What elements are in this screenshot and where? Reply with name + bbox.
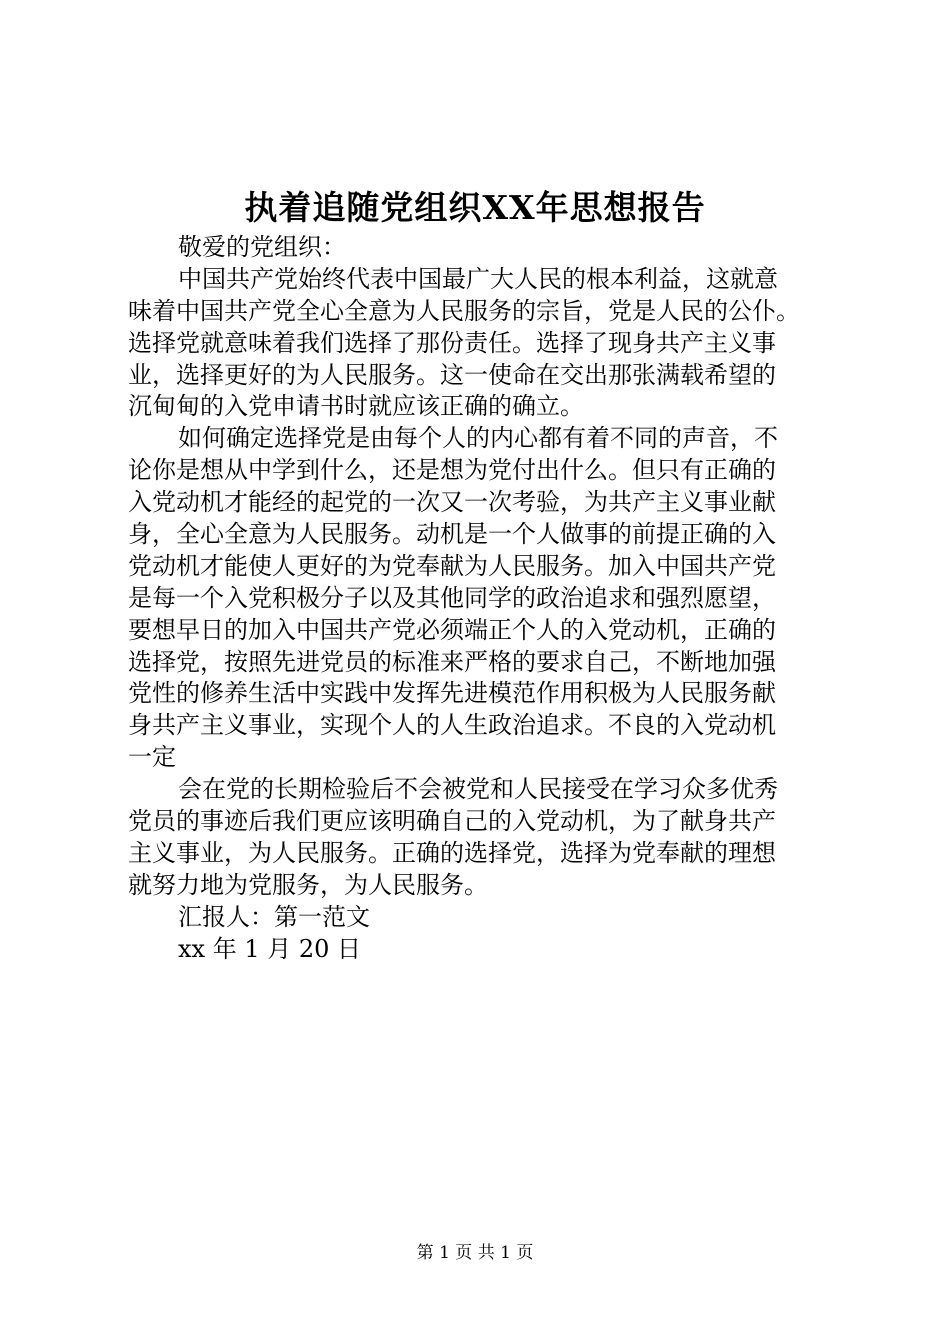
- report-date: xx 年 1 月 20 日: [178, 934, 362, 963]
- document-body: [128, 232, 830, 965]
- paragraph-line: 选择党就意味着我们选择了那份责任。选择了现身共产主义事: [128, 328, 776, 357]
- paragraph-line: 入党动机才能经的起党的一次又一次考验，为共产主义事业献: [128, 488, 776, 517]
- paragraph-line: 是每一个入党积极分子以及其他同学的政治追求和强烈愿望，: [128, 583, 776, 612]
- paragraph-line: 就努力地为党服务，为人民服务。: [128, 870, 488, 899]
- salutation: 敬爱的党组织：: [178, 233, 346, 261]
- paragraph-line: 会在党的长期检验后不会被党和人民接受在学习众多优秀: [178, 775, 778, 804]
- paragraph-line: 要想早日的加入中国共产党必须端正个人的入党动机，正确的: [128, 615, 776, 644]
- paragraph-line: 沉甸甸的入党申请书时就应该正确的确立。: [128, 392, 584, 421]
- paragraph-line: 如何确定选择党是由每个人的内心都有着不同的声音，不: [178, 424, 778, 453]
- paragraph-line: 中国共产党始终代表中国最广大人民的根本利益，这就意: [178, 264, 778, 293]
- page-footer: 第 1 页 共 1 页: [416, 1243, 534, 1263]
- paragraph-line: 一定: [128, 743, 176, 772]
- paragraph-line: 身，全心全意为人民服务。动机是一个人做事的前提正确的入: [128, 520, 776, 549]
- paragraph-line: 味着中国共产党全心全意为人民服务的宗旨，党是人民的公仆。: [128, 296, 800, 325]
- document-title: 执着追随党组织XX年思想报告: [244, 188, 706, 227]
- signature: 汇报人：第一范文: [178, 902, 370, 931]
- paragraph-line: 身共产主义事业，实现个人的人生政治追求。不良的入党动机: [128, 711, 776, 740]
- paragraph-line: 党动机才能使人更好的为党奉献为人民服务。加入中国共产党: [128, 551, 776, 580]
- paragraph-line: 业，选择更好的为人民服务。这一使命在交出那张满载希望的: [128, 360, 776, 389]
- paragraph-line: 党性的修养生活中实践中发挥先进模范作用积极为人民服务献: [128, 679, 776, 708]
- paragraph-line: 主义事业，为人民服务。正确的选择党，选择为党奉献的理想: [128, 838, 776, 867]
- paragraph-line: 党员的事迹后我们更应该明确自己的入党动机，为了献身共产: [128, 807, 776, 836]
- paragraph-line: 论你是想从中学到什么，还是想为党付出什么。但只有正确的: [128, 456, 776, 485]
- paragraph-line: 选择党，按照先进党员的标准来严格的要求自己，不断地加强: [128, 647, 776, 676]
